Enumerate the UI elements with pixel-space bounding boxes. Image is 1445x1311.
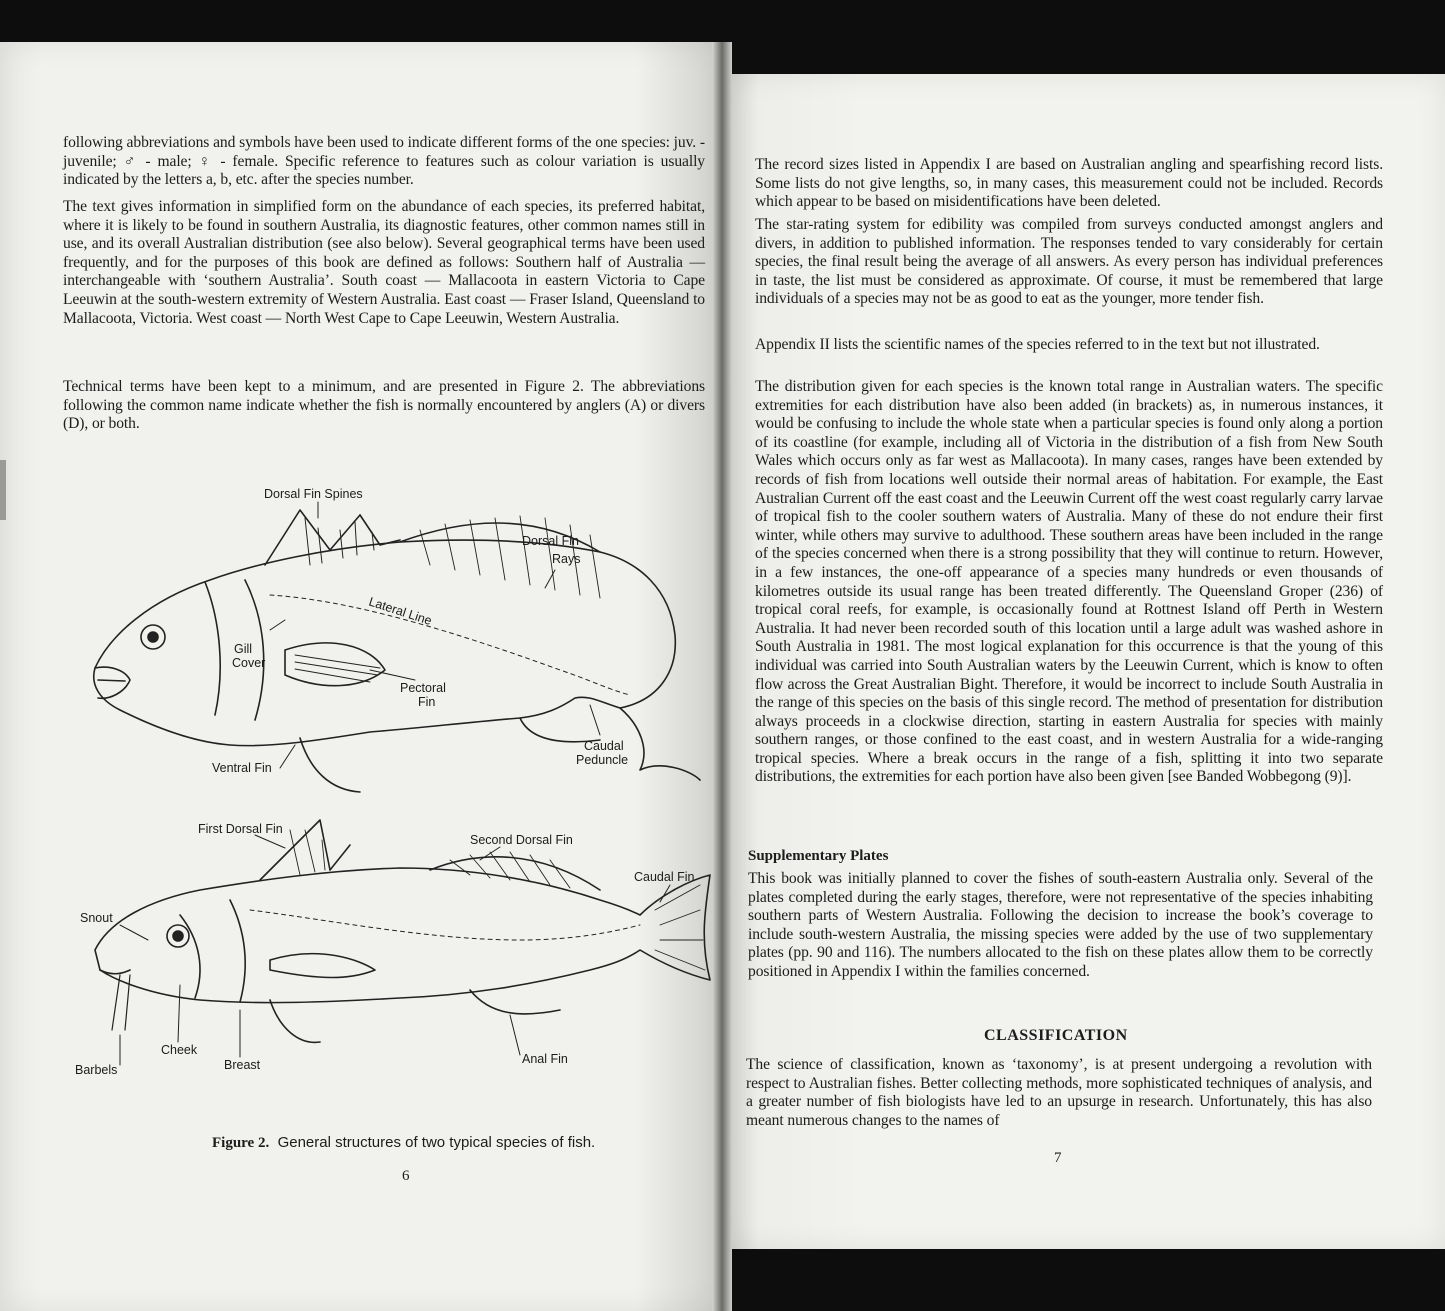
classification-heading: CLASSIFICATION	[984, 1027, 1128, 1044]
label-anal-fin: Anal Fin	[522, 1052, 568, 1066]
page-number-right: 7	[1054, 1150, 1062, 1166]
label-snout: Snout	[80, 911, 113, 925]
page-number-left: 6	[402, 1168, 410, 1184]
label-caudal-peduncle-2: Peduncle	[576, 753, 629, 767]
supplementary-paragraph: This book was initially planned to cover the fishes of south-eastern Australia only. Several of the plates completed during the early stages, therefore, were not representative of the species inhabiting southern parts of Western Australia. Following the decision to increase the book’s coverage to include south-western Australia, the missing species were added by the use of two supplementary plates (pp. 90 and 116). The numbers allocated to the fish on these plates allow them to be correctly positioned in Appendix I within the families concerned.	[748, 870, 1373, 980]
label-caudal-fin: Caudal Fin	[634, 870, 695, 884]
supplementary-heading: Supplementary Plates	[748, 848, 889, 864]
right-paragraph-1: The record sizes listed in Appendix I are based on Australian angling and spearfishing record lists. Some lists do not give lengths, so, in many cases, this measurement could not be included. Records which appear to be based on misidentifications have been deleted.	[755, 156, 1383, 211]
fish2-body	[95, 868, 710, 1003]
right-paragraph-4: The distribution given for each species is the known total range in Australian waters. The specific extremities for each distribution have also been added (in brackets) as, in numerous instances, it would be confusing to include the whole state when a particular species is found only along a portion of its coastline (for example, including all of Victoria in the distribution of a fish from New South Wales which occurs only as far west as Mallacoota). In many cases, ranges have been extended by records of fish from locations well outside their normal areas of habitation. For example, the East Australian Current off the east coast and the Leeuwin Current off the west coast regularly carry larvae of tropical fish to the cooler southern waters of Australia. Many of these do not endure their first winter, while others may survive to adulthood. These southern areas have been included in the range of the species concerned when there is a strong possibility that they will continue to return. However, in a few instances, the one-off appearance of a species many hundreds or even thousands of kilometres outside its usual range has been treated differently. The Queensland Groper (236) of tropical coral reefs, for example, is occasionally found at Rottnest Island off Perth in Western Australia. It had never been recorded south of this location until a large adult was washed ashore in South Australia in 1981. The most logical explanation for this occurrence is that the young of this individual was carried into South Australian waters by the Leeuwin Current, which is know to often flow across the Great Australian Bight. Therefore, it would be incorrect to include South Australia in the range of this species on the basis of this single record. The method of presentation for distribution always proceeds in a clockwise direction, starting in eastern Australia for species with mainly southern ranges, or those confined to the east coast, and in western Australia for a wide-ranging tropical species. Where a break occurs in the range of a fish, splitting it into two separate distributions, the extremities for each portion have also been given [see Banded Wobbegong (9)].	[755, 378, 1383, 786]
label-ventral-fin: Ventral Fin	[212, 761, 272, 775]
label-dorsal-fin-rays-2: Rays	[552, 552, 581, 566]
label-cheek: Cheek	[161, 1043, 198, 1057]
label-pectoral-fin-1: Pectoral	[400, 681, 446, 695]
label-second-dorsal-fin: Second Dorsal Fin	[470, 833, 573, 847]
left-paragraph-2: The text gives information in simplified form on the abundance of each species, its preferred habitat, where it is likely to be found in southern Australia, its diagnostic features, other common names still in use, and its overall Australian distribution (see also below). Several geographical terms have been used frequently, and for the purposes of this book are defined as follows: Southern half of Australia — interchangeable with ‘southern Australia’. South coast — Mallacoota in eastern Victoria to Cape Leeuwin at the south-western extremity of Western Australia. East coast — Fraser Island, Queensland to Mallacoota, Victoria. West coast — North West Cape to Cape Leeuwin, Western Australia.	[63, 198, 705, 327]
left-paragraph-1: following abbreviations and symbols have been used to indicate different forms of the one species: juv. - juvenile; ♂ - male; ♀ - female. Specific reference to features such as colour variation is usually indicated by the letters a, b, etc. after the species number.	[63, 134, 705, 189]
right-paragraph-3: Appendix II lists the scientific names of the species referred to in the text but not illustrated.	[755, 336, 1320, 353]
label-caudal-peduncle-1: Caudal	[584, 739, 624, 753]
caption-text: General structures of two typical species of fish.	[277, 1134, 596, 1151]
label-gill-cover-1: Gill	[234, 642, 253, 656]
label-lateral-line: Lateral Line	[367, 594, 434, 629]
right-paragraph-2: The star-rating system for edibility was compiled from surveys conducted amongst anglers and divers, in addition to published information. The responses tended to vary considerably for certain species, the final result being the average of all answers. As every person has individual preferences in taste, the list must be considered as approximate. Of course, it must be remembered that large individuals of a species may not be as good to eat as the younger, more tender fish.	[755, 216, 1383, 308]
label-dorsal-fin-rays-1: Dorsal Fin	[522, 534, 579, 548]
fish1-body	[94, 540, 676, 746]
left-paragraph-3: Technical terms have been kept to a minimum, and are presented in Figure 2. The abbreviations following the common name indicate whether the fish is normally encountered by anglers (A) or divers (D), or both.	[63, 378, 705, 433]
label-dorsal-fin-spines: Dorsal Fin Spines	[264, 487, 363, 501]
label-gill-cover-2: Cover	[232, 656, 266, 670]
figure-caption	[212, 1134, 595, 1152]
label-barbels: Barbels	[75, 1063, 118, 1077]
caption-label: Figure 2.	[212, 1135, 270, 1151]
label-breast: Breast	[224, 1058, 261, 1072]
label-first-dorsal-fin: First Dorsal Fin	[198, 822, 283, 836]
label-pectoral-fin-2: Fin	[418, 695, 436, 709]
figure-2-fish-diagram	[0, 470, 722, 1130]
classification-paragraph: The science of classification, known as ‘taxonomy’, is at present undergoing a revolution with respect to Australian fishes. Better collecting methods, more sophisticated techniques of analysis, and a greater number of fish biologists have led to an upsurge in research. Unfortunately, this has also meant numerous changes to the names of	[746, 1056, 1372, 1129]
